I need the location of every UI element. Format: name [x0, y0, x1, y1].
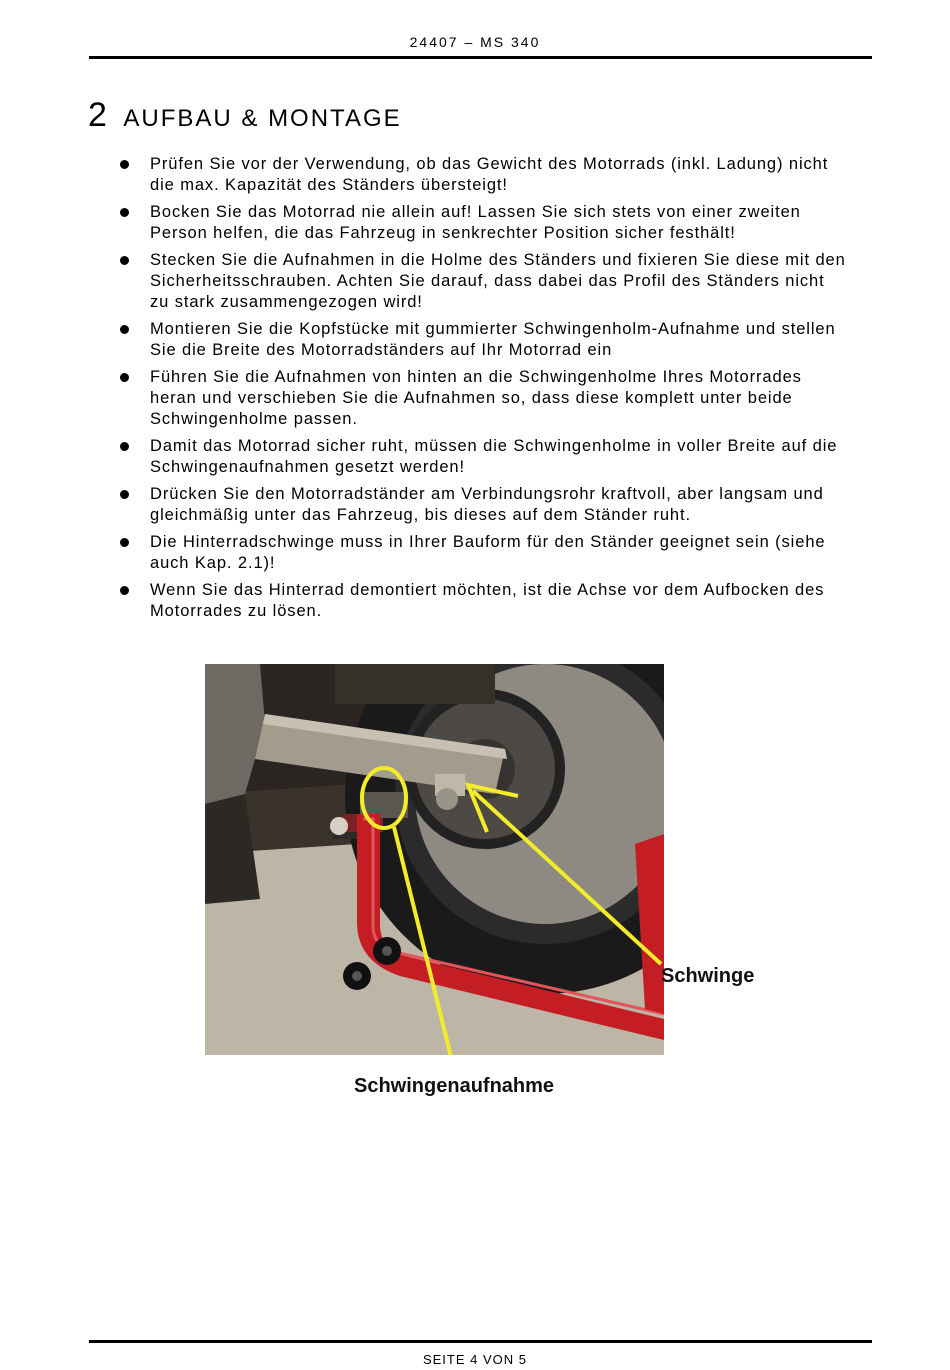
list-item-text: Bocken Sie das Motorrad nie allein auf! Lassen Sie sich stets von einer zweiten Person helfen, die das Fahrzeug in senkrechter Position sicher festhält! [150, 203, 801, 242]
list-item-text: Montieren Sie die Kopfstücke mit gummierter Schwingenholm-Aufnahme und stellen Sie die Breite des Motorradständers auf Ihr Motorrad ein [150, 320, 836, 359]
swingarm-mount-label: Schwingenaufnahme [354, 1075, 555, 1097]
bullet-icon [120, 373, 129, 382]
list-item [118, 436, 848, 478]
bullet-icon [120, 256, 129, 265]
bullet-icon [120, 325, 129, 334]
list-item-text: Stecken Sie die Aufnahmen in die Holme des Ständers und fixieren Sie diese mit den Sicherheitsschrauben. Achten Sie darauf, dass dabei das Profil des Ständers nicht zu stark zusammengezogen wird! [150, 251, 846, 311]
section-title: AUFBAU & MONTAGE [123, 105, 402, 132]
list-item-text: Die Hinterradschwinge muss in Ihrer Bauform für den Ständer geeignet sein (siehe auch Kap. 2.1)! [150, 533, 826, 572]
header-rule [89, 56, 872, 59]
bullet-icon [120, 538, 129, 547]
bullet-icon [120, 160, 129, 169]
bullet-icon [120, 208, 129, 217]
list-item [118, 484, 848, 526]
list-item-text: Prüfen Sie vor der Verwendung, ob das Gewicht des Motorrads (inkl. Ladung) nicht die max. Kapazität des Ständers übersteigt! [150, 155, 829, 194]
list-item-text: Wenn Sie das Hinterrad demontiert möchten, ist die Achse vor dem Aufbocken des Motorrades zu lösen. [150, 581, 825, 620]
bullet-icon [120, 490, 129, 499]
footer-rule [89, 1340, 872, 1343]
list-item [118, 580, 848, 622]
list-item [118, 319, 848, 361]
list-item [118, 202, 848, 244]
swingarm-label: Schwinge [661, 965, 755, 987]
motorcycle-stand-photo [205, 664, 664, 1055]
list-item-text: Damit das Motorrad sicher ruht, müssen die Schwingenholme in voller Breite auf die Schwingenaufnahmen gesetzt werden! [150, 437, 838, 476]
page-number: SEITE 4 VON 5 [422, 1352, 528, 1367]
section-number: 2 [88, 96, 107, 134]
bullet-icon [120, 442, 129, 451]
list-item [118, 250, 848, 313]
list-item [118, 532, 848, 574]
list-item [118, 154, 848, 196]
list-item [118, 367, 848, 430]
list-item-text: Führen Sie die Aufnahmen von hinten an die Schwingenholme Ihres Motorrades heran und verschieben Sie die Aufnahmen so, dass diese komplett unter beide Schwingenholme passen. [150, 368, 802, 428]
document-header: 24407 – MS 340 [409, 34, 541, 50]
bullet-icon [120, 586, 129, 595]
instruction-list [118, 154, 848, 628]
section-heading [88, 96, 402, 135]
list-item-text: Drücken Sie den Motorradständer am Verbindungsrohr kraftvoll, aber langsam und gleichmäßig unter das Fahrzeug, bis dieses auf dem Ständer ruht. [150, 485, 824, 524]
